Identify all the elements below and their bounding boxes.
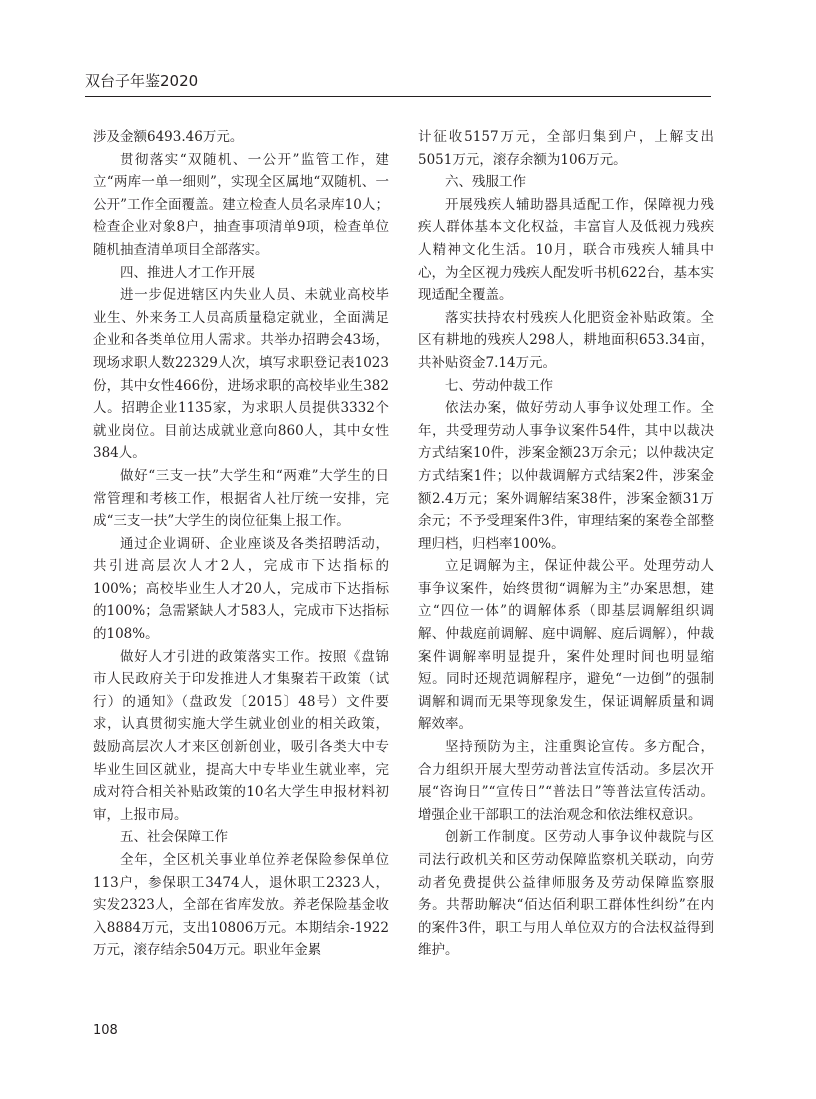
- header-rule: [85, 96, 711, 97]
- section-heading: 六、残服工作: [445, 174, 526, 191]
- paragraph: 依法办案，做好劳动人事争议处理工作。全年，共受理劳动人事争议案件54件，其中以裁决方式结案10件，涉案金额23万余元；以仲裁决定方式结案1件；以仲裁调解方式结案2件，涉案金额2.4万元；案外调解结案38件，涉案金额31万余元；不予受理案件3件，审理结案的案卷全部整理归档，归档率100%。: [418, 400, 714, 552]
- paragraph: 落实扶持农村残疾人化肥资金补贴政策。全区有耕地的残疾人298人，耕地面积653.34亩，共补贴资金7.14万元。: [418, 309, 714, 371]
- paragraph-continuation: 涉及金额6493.46万元。: [93, 129, 244, 145]
- paragraph: 立足调解为主，保证仲裁公平。处理劳动人事争议案件，始终贯彻“调解为主”办案思想，建立“四位一体”的调解体系（即基层调解组织调解、仲裁庭前调解、庭中调解、庭后调解），仲裁案件调解率明显提升，案件处理时间也明显缩短。同时还规范调解程序，避免“一边倒”的强制调解和调而无果等现象发生，保证调解质量和调解效率。: [418, 558, 714, 733]
- paragraph: 全年，全区机关事业单位养老保险参保单位113户，参保职工3474人，退休职工2323人，实发2323人，全部在省库发放。养老保险基金收入8884万元，支出10806万元。本期结余-1922万元，滚存结余504万元。职业年金累: [93, 852, 389, 959]
- right-column: [418, 126, 714, 962]
- paragraph-continuation: 计征收5157万元，全部归集到户，上解支出5051万元，滚存余额为106万元。: [418, 129, 714, 168]
- paragraph: 开展残疾人辅助器具适配工作，保障视力残疾人群体基本文化权益，丰富盲人及低视力残疾人精神文化生活。10月，联合市残疾人辅具中心，为全区视力残疾人配发听书机622台，基本实现适配全覆盖。: [418, 196, 714, 304]
- section-heading: 七、劳动仲裁工作: [445, 377, 553, 394]
- section-heading: 四、推进人才工作开展: [120, 264, 255, 281]
- paragraph: 坚持预防为主，注重舆论宣传。多方配合，合力组织开展大型劳动普法宣传活动。多层次开展“咨询日”“宣传日”“普法日”等普法宣传活动。增强企业干部职工的法治观念和依法维权意识。: [418, 739, 714, 823]
- section-heading: 五、社会保障工作: [120, 829, 228, 846]
- running-head-title: 双台子年鉴2020: [85, 72, 199, 90]
- left-column: [93, 126, 389, 962]
- paragraph: 做好人才引进的政策落实工作。按照《盘锦市人民政府关于印发推进人才集聚若干政策（试行）的通知》（盘政发〔2015〕48号）文件要求，认真贯彻实施大学生就业创业的相关政策，鼓励高层次人才来区创新创业，吸引各类大中专毕业生回区就业，提高大中专毕业生就业率，完成对符合相关补贴政策的10名大学生申报材料初审，上报市局。: [93, 648, 389, 823]
- paragraph: 做好“三支一扶”大学生和“两难”大学生的日常管理和考核工作，根据省人社厅统一安排，完成“三支一扶”大学生的岗位征集上报工作。: [93, 467, 389, 530]
- paragraph: 贯彻落实“双随机、一公开”监管工作，建立“两库一单一细则”，实现全区属地“双随机、一公开”工作全面覆盖。建立检查人员名录库10人；检查企业对象8户，抽查事项清单9项，检查单位随机抽查清单项目全部落实。: [93, 151, 389, 258]
- page-number: 108: [93, 1023, 118, 1038]
- paragraph: 进一步促进辖区内失业人员、未就业高校毕业生、外来务工人员高质量稳定就业，全面满足企业和各类单位用人需求。共举办招聘会43场，现场求职人数22329人次，填写求职登记表1023份，其中女性466份，进场求职的高校毕业生382人。招聘企业1135家，为求职人员提供3332个就业岗位。目前达成就业意向860人，其中女性384人。: [93, 287, 389, 462]
- paragraph: 创新工作制度。区劳动人事争议仲裁院与区司法行政机关和区劳动保障监察机关联动，向劳动者免费提供公益律师服务及劳动保障监察服务。共帮助解决“佰达佰利职工群体性纠纷”在内的案件3件，职工与用人单位双方的合法权益得到维护。: [418, 829, 714, 959]
- paragraph: 通过企业调研、企业座谈及各类招聘活动，共引进高层次人才2人，完成市下达指标的100%；高校毕业生人才20人，完成市下达指标的100%；急需紧缺人才583人，完成市下达指标的108%。: [93, 535, 389, 643]
